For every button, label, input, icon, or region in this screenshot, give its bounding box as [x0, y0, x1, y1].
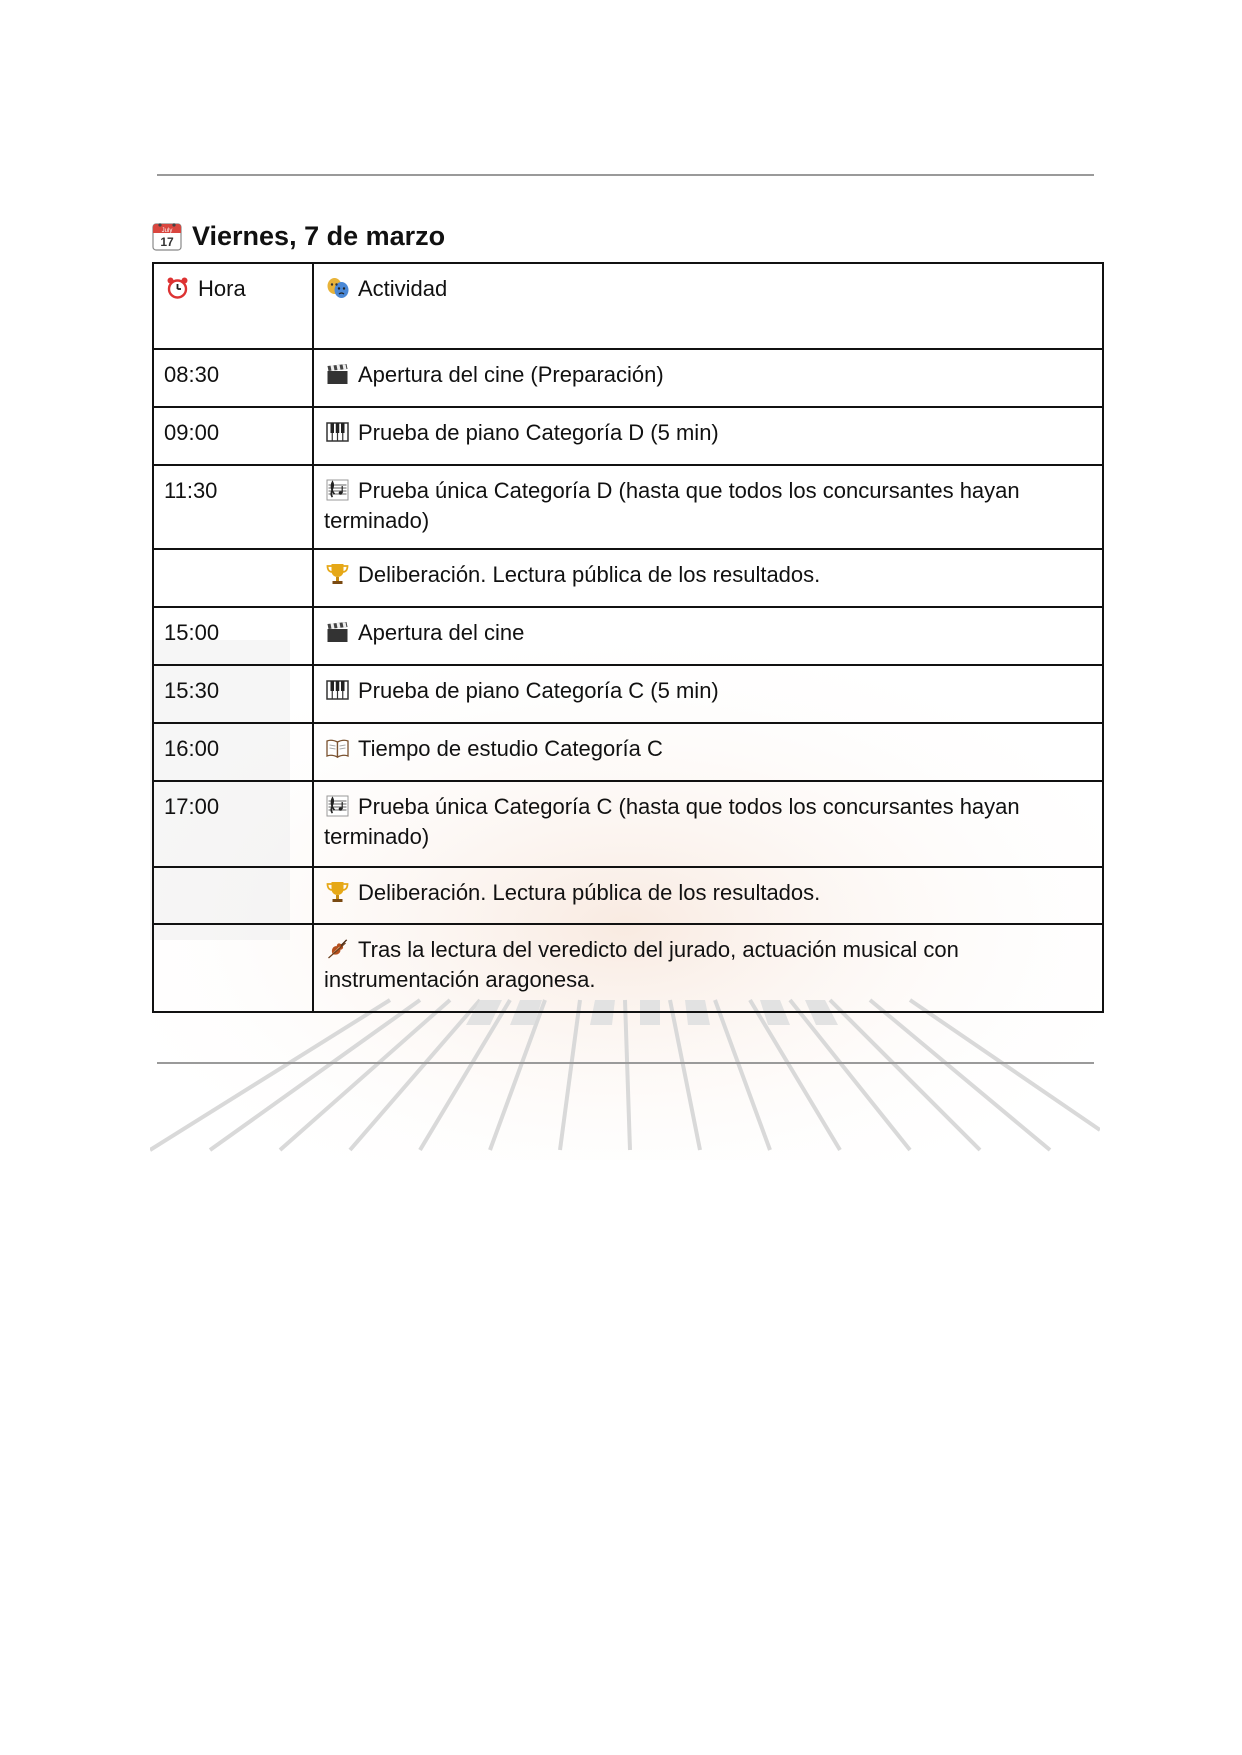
- time-cell: [153, 924, 313, 1012]
- sheet-music-icon: [324, 794, 351, 818]
- activity-text: Deliberación. Lectura pública de los resultados.: [358, 562, 821, 587]
- activity-text: Apertura del cine: [358, 620, 525, 645]
- page-title: Viernes, 7 de marzo: [192, 220, 446, 251]
- svg-text:July: July: [161, 228, 173, 234]
- activity-text: Deliberación. Lectura pública de los resultados.: [358, 880, 821, 905]
- table-row: [153, 607, 1103, 665]
- activity-cell: [313, 465, 1103, 549]
- activity-text: Prueba de piano Categoría C (5 min): [358, 678, 719, 703]
- svg-text:17: 17: [160, 235, 174, 249]
- table-row: [153, 407, 1103, 465]
- sheet-music-icon: [324, 478, 351, 502]
- theater-masks-icon: [324, 276, 351, 300]
- activity-cell: [313, 549, 1103, 607]
- clapperboard-icon: [324, 362, 351, 386]
- table-row: [153, 465, 1103, 549]
- time-cell: 17:00: [153, 781, 313, 867]
- time-cell: 09:00: [153, 407, 313, 465]
- table-row: [153, 665, 1103, 723]
- table-row: [153, 549, 1103, 607]
- activity-text: Prueba única Categoría C (hasta que todos los concursantes hayan terminado): [324, 794, 1020, 849]
- table-row: [153, 349, 1103, 407]
- header-cell-time: [153, 263, 313, 349]
- activity-cell: [313, 349, 1103, 407]
- activity-cell: [313, 867, 1103, 924]
- time-cell: 15:00: [153, 607, 313, 665]
- time-cell: 11:30: [153, 465, 313, 549]
- activity-cell: [313, 665, 1103, 723]
- section-heading: [152, 218, 445, 254]
- activity-cell: [313, 607, 1103, 665]
- open-book-icon: [324, 736, 351, 760]
- activity-text: Tiempo de estudio Categoría C: [358, 736, 663, 761]
- time-cell: [153, 549, 313, 607]
- header-label-activity: Actividad: [358, 276, 448, 301]
- header-label-time: Hora: [198, 276, 246, 301]
- table-row: [153, 924, 1103, 1012]
- piano-keys-icon: [324, 420, 351, 444]
- clapperboard-icon: [324, 620, 351, 644]
- activity-text: Prueba de piano Categoría D (5 min): [358, 420, 719, 445]
- time-cell: 15:30: [153, 665, 313, 723]
- time-cell: 16:00: [153, 723, 313, 781]
- trophy-icon: [324, 880, 351, 904]
- table-header-row: [153, 263, 1103, 349]
- bottom-divider: [157, 1062, 1094, 1064]
- activity-cell: [313, 407, 1103, 465]
- activity-text: Tras la lectura del veredicto del jurado, actuación musical con instrumentación aragonesa.: [324, 937, 959, 992]
- table-row: [153, 867, 1103, 924]
- activity-text: Prueba única Categoría D (hasta que todos los concursantes hayan terminado): [324, 478, 1020, 533]
- activity-cell: [313, 924, 1103, 1012]
- table-row: [153, 723, 1103, 781]
- activity-cell: [313, 723, 1103, 781]
- calendar-icon: [152, 221, 182, 251]
- time-cell: [153, 867, 313, 924]
- trophy-icon: [324, 562, 351, 586]
- schedule-table: [152, 262, 1104, 1013]
- activity-text: Apertura del cine (Preparación): [358, 362, 664, 387]
- top-divider: [157, 174, 1094, 176]
- header-cell-activity: [313, 263, 1103, 349]
- piano-keys-icon: [324, 678, 351, 702]
- alarm-clock-icon: [164, 276, 191, 300]
- time-cell: 08:30: [153, 349, 313, 407]
- activity-cell: [313, 781, 1103, 867]
- violin-icon: [324, 937, 351, 961]
- table-row: [153, 781, 1103, 867]
